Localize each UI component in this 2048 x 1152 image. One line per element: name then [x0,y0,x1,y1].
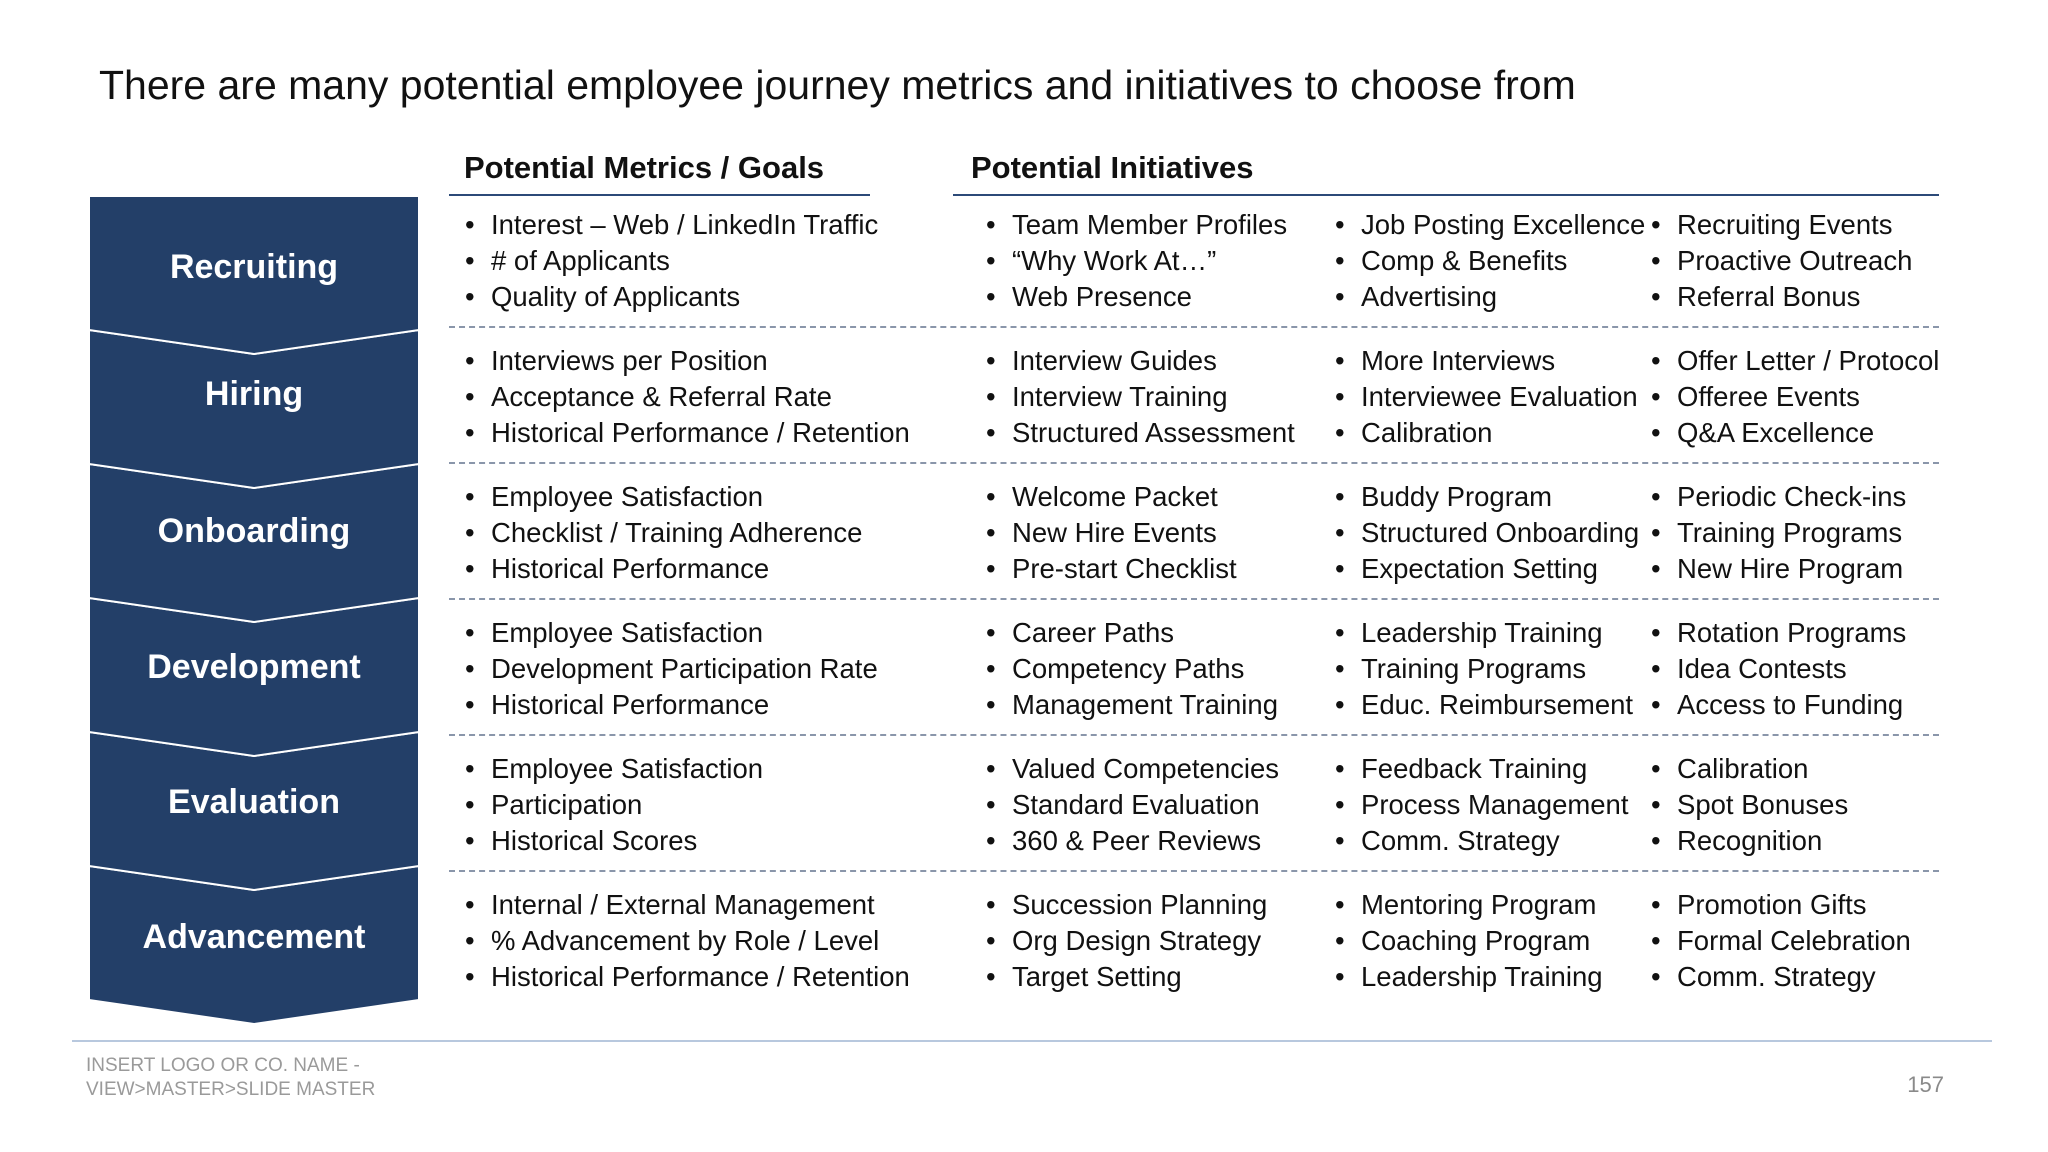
list-item: • Comm. Strategy [1649,959,1911,995]
list-item: • Comp & Benefits [1333,243,1645,279]
list-item: • Offeree Events [1649,379,1939,415]
initiatives-list-2 [1333,615,1633,723]
list-item: • Coaching Program [1333,923,1603,959]
list-item: • Structured Assessment [984,415,1295,451]
list-item: • Competency Paths [984,651,1278,687]
initiatives-list-1 [984,207,1287,315]
list-item: • Historical Performance / Retention [463,959,910,995]
list-item: • 360 & Peer Reviews [984,823,1279,859]
stage-label-recruiting: Recruiting [169,248,339,286]
list-item: • Target Setting [984,959,1267,995]
row-evaluation [449,735,1939,872]
list-item: • Q&A Excellence [1649,415,1939,451]
list-item: • Career Paths [984,615,1278,651]
list-item: • Interviewee Evaluation [1333,379,1638,415]
initiatives-column-header: Potential Initiatives [971,150,1254,185]
list-item: • Acceptance & Referral Rate [463,379,910,415]
row-recruiting [449,191,1939,328]
list-item: • Standard Evaluation [984,787,1279,823]
list-item: • Interview Guides [984,343,1295,379]
list-item: • Team Member Profiles [984,207,1287,243]
initiatives-list-1 [984,615,1278,723]
initiatives-list-3 [1649,615,1906,723]
list-item: • Checklist / Training Adherence [463,515,862,551]
initiatives-list-2 [1333,343,1638,451]
list-item: • Process Management [1333,787,1629,823]
list-item: • Feedback Training [1333,751,1629,787]
list-item: • Management Training [984,687,1278,723]
list-item: • Calibration [1649,751,1848,787]
list-item: • Historical Performance / Retention [463,415,910,451]
list-item: • Internal / External Management [463,887,910,923]
list-item: • % Advancement by Role / Level [463,923,910,959]
slide-title: There are many potential employee journey metrics and initiatives to choose from [99,62,1576,108]
list-item: • Comm. Strategy [1333,823,1629,859]
list-item: • Referral Bonus [1649,279,1912,315]
list-item: • Periodic Check-ins [1649,479,1906,515]
initiatives-list-2 [1333,887,1603,995]
row-development [449,599,1939,736]
metrics-list [463,751,763,859]
row-advancement [449,871,1939,1006]
list-item: • Access to Funding [1649,687,1906,723]
initiatives-list-3 [1649,751,1848,859]
list-item: • Formal Celebration [1649,923,1911,959]
metrics-list [463,343,910,451]
list-item: • New Hire Events [984,515,1237,551]
stage-label-evaluation: Evaluation [168,783,340,821]
initiatives-list-2 [1333,207,1645,315]
initiatives-list-1 [984,479,1237,587]
list-item: • Leadership Training [1333,615,1633,651]
initiatives-list-3 [1649,479,1906,587]
list-item: • Job Posting Excellence [1333,207,1645,243]
footer-line-1: INSERT LOGO OR CO. NAME - [86,1055,360,1076]
journey-stage-chevrons [89,196,419,1028]
footer-divider [72,1040,1992,1042]
list-item: • Development Participation Rate [463,651,878,687]
list-item: • Pre-start Checklist [984,551,1237,587]
row-onboarding [449,463,1939,600]
list-item: • Expectation Setting [1333,551,1639,587]
list-item: • Employee Satisfaction [463,479,862,515]
list-item: • Valued Competencies [984,751,1279,787]
initiatives-list-1 [984,343,1295,451]
list-item: • Historical Performance [463,687,878,723]
metrics-list [463,615,878,723]
list-item: • Proactive Outreach [1649,243,1912,279]
list-item: • Interviews per Position [463,343,910,379]
metrics-column-header: Potential Metrics / Goals [464,150,825,185]
list-item: • Offer Letter / Protocol [1649,343,1939,379]
stage-label-hiring: Hiring [204,375,304,413]
list-item: • Historical Performance [463,551,862,587]
initiatives-list-2 [1333,751,1629,859]
initiatives-list-3 [1649,207,1912,315]
list-item: • More Interviews [1333,343,1638,379]
list-item: • Historical Scores [463,823,763,859]
list-item: • Calibration [1333,415,1638,451]
metrics-list [463,479,862,587]
list-item: • Educ. Reimbursement [1333,687,1633,723]
list-item: • “Why Work At…” [984,243,1287,279]
list-item: • Employee Satisfaction [463,615,878,651]
stage-label-onboarding: Onboarding [157,512,351,550]
list-item: • # of Applicants [463,243,878,279]
initiatives-list-1 [984,751,1279,859]
list-item: • Leadership Training [1333,959,1603,995]
list-item: • New Hire Program [1649,551,1906,587]
list-item: • Participation [463,787,763,823]
initiatives-list-3 [1649,343,1939,451]
list-item: • Promotion Gifts [1649,887,1911,923]
list-item: • Training Programs [1333,651,1633,687]
list-item: • Training Programs [1649,515,1906,551]
page-number: 157 [1907,1072,1944,1097]
list-item: • Idea Contests [1649,651,1906,687]
stage-label-advancement: Advancement [142,918,366,956]
initiatives-list-2 [1333,479,1639,587]
list-item: • Quality of Applicants [463,279,878,315]
footer-logo-placeholder [86,1054,375,1102]
footer-line-2: VIEW>MASTER>SLIDE MASTER [86,1079,376,1100]
list-item: • Interest – Web / LinkedIn Traffic [463,207,878,243]
list-item: • Org Design Strategy [984,923,1267,959]
list-item: • Web Presence [984,279,1287,315]
list-item: • Buddy Program [1333,479,1639,515]
metrics-list [463,887,910,995]
list-item: • Welcome Packet [984,479,1237,515]
initiatives-list-3 [1649,887,1911,995]
row-hiring [449,327,1939,464]
list-item: • Interview Training [984,379,1295,415]
list-item: • Structured Onboarding [1333,515,1639,551]
list-item: • Advertising [1333,279,1645,315]
metrics-list [463,207,878,315]
list-item: • Recognition [1649,823,1848,859]
chevron-graphic [89,196,419,1028]
initiatives-list-1 [984,887,1267,995]
list-item: • Recruiting Events [1649,207,1912,243]
list-item: • Mentoring Program [1333,887,1603,923]
list-item: • Rotation Programs [1649,615,1906,651]
list-item: • Succession Planning [984,887,1267,923]
list-item: • Employee Satisfaction [463,751,763,787]
list-item: • Spot Bonuses [1649,787,1848,823]
stage-label-development: Development [147,648,361,686]
